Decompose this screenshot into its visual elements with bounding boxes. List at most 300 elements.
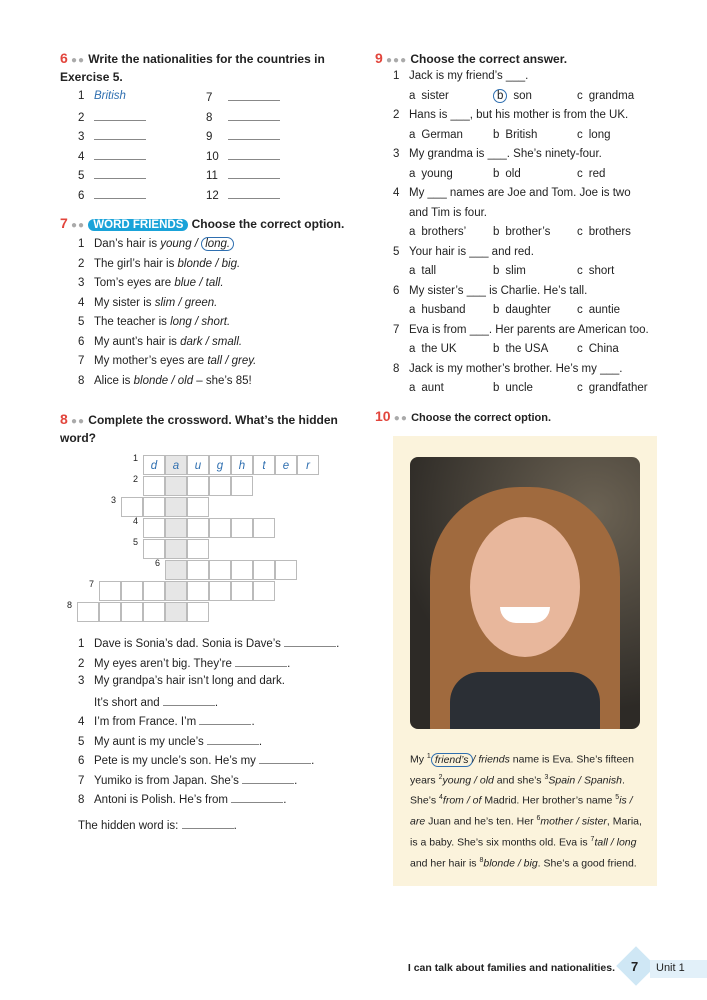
option-text: sister	[421, 89, 449, 102]
options-row	[409, 129, 661, 141]
option-text: husband	[421, 304, 466, 316]
option-choice[interactable]: Spain / Spanish	[548, 774, 622, 787]
crossword-cell[interactable]: t	[253, 455, 275, 475]
option-c[interactable]	[577, 304, 661, 316]
option-choice[interactable]: slim / green.	[154, 296, 218, 309]
list-item	[206, 90, 280, 104]
option-a[interactable]	[409, 129, 493, 141]
option-b[interactable]	[493, 382, 577, 394]
story-text-part: and her hair is	[410, 857, 480, 870]
option-a[interactable]	[409, 226, 493, 238]
answer-blank[interactable]	[94, 168, 146, 179]
item-number: 6	[393, 284, 400, 297]
answer-blank[interactable]	[235, 656, 287, 667]
answer-blank[interactable]	[94, 110, 146, 121]
difficulty-dots: ●●	[393, 413, 408, 424]
options-row	[409, 304, 661, 316]
clue-item	[78, 656, 290, 670]
item-number: 5	[78, 735, 85, 748]
clue-text: My grandpa’s hair isn’t long and dark.	[94, 675, 285, 687]
crossword-cell[interactable]: d	[143, 455, 165, 475]
option-letter: a	[409, 304, 416, 316]
crossword-cell[interactable]: e	[275, 455, 297, 475]
sentence-start: My sister is	[94, 296, 155, 309]
crossword-cell[interactable]	[143, 497, 165, 517]
list-item	[78, 149, 146, 163]
story-text	[410, 748, 650, 872]
list-item	[78, 90, 126, 102]
exercise-number: 6	[60, 50, 68, 66]
exercise-8-header	[60, 411, 352, 447]
crossword-cell[interactable]	[231, 476, 253, 496]
option-letter: a	[409, 128, 416, 141]
option-a[interactable]	[409, 382, 493, 394]
crossword-cell[interactable]	[253, 518, 275, 538]
option-choice[interactable]: long / short.	[170, 316, 231, 328]
story-text-part: . She’s	[410, 774, 625, 807]
option-text: aunt	[421, 382, 444, 394]
difficulty-dots: ●●	[71, 416, 86, 427]
exercise-number: 9	[375, 50, 383, 66]
option-text: brothers	[588, 226, 631, 238]
option-choice[interactable]: from / of	[442, 794, 482, 807]
list-item	[78, 258, 240, 270]
question-text: My grandma is ___. She’s ninety-four.	[409, 148, 602, 160]
hidden-word-cell[interactable]	[165, 518, 187, 538]
option-choice[interactable]: young /	[160, 238, 202, 250]
option-letter: b	[493, 167, 500, 180]
option-letter: b	[493, 89, 507, 103]
item-number: 5	[393, 245, 400, 258]
option-letter: c	[577, 226, 583, 238]
clue-text: Antoni is Polish. He’s from	[94, 794, 229, 806]
crossword-cell[interactable]: r	[297, 455, 319, 475]
sentence-start: My aunt’s hair is	[94, 335, 181, 348]
option-text: grandma	[588, 89, 635, 102]
option-c[interactable]	[577, 265, 661, 277]
answer-blank[interactable]	[228, 129, 280, 140]
punct: .	[336, 638, 340, 650]
option-b[interactable]	[493, 168, 577, 180]
option-text: short	[588, 265, 615, 277]
option-text: China	[588, 343, 619, 355]
list-item	[78, 277, 224, 289]
crossword-cell[interactable]	[187, 602, 209, 622]
option-letter: a	[409, 226, 416, 238]
option-text: son	[513, 89, 532, 102]
question-text: Hans is ___, but his mother is from the UK.	[409, 109, 629, 121]
item-number: 1	[78, 238, 85, 250]
option-letter: a	[409, 382, 416, 394]
story-text-part: My	[410, 753, 427, 766]
question	[393, 363, 622, 375]
item-number: 11	[206, 170, 218, 182]
list-item	[78, 355, 256, 367]
sentence-start: My mother’s eyes are	[94, 355, 208, 367]
option-b[interactable]	[493, 129, 577, 141]
item-number: 6	[78, 335, 85, 348]
crossword-cell[interactable]	[209, 476, 231, 496]
option-c[interactable]	[577, 90, 661, 102]
story-text-part: name is Eva. She’s fifteen years	[410, 753, 634, 787]
hidden-word-cell[interactable]	[165, 497, 187, 517]
item-number: 7	[78, 774, 85, 787]
item-number: 1	[78, 638, 85, 650]
option-choice[interactable]: blue / tall.	[174, 277, 224, 289]
item-number: 10	[206, 150, 219, 163]
clue-item	[78, 792, 286, 806]
punct: .	[311, 755, 315, 767]
item-number: 8	[78, 794, 85, 806]
gap-number: 2	[438, 773, 443, 781]
item-number: 5	[78, 316, 85, 328]
exercise-6-list	[78, 90, 352, 207]
clue-item	[78, 734, 262, 748]
option-text: British	[505, 128, 538, 141]
gap-number: 5	[615, 794, 620, 802]
crossword-cell[interactable]	[187, 518, 209, 538]
question	[393, 246, 534, 258]
clue-text: Yumiko is from Japan. She’s	[94, 774, 239, 787]
gap-number: 8	[479, 856, 484, 864]
item-number: 6	[78, 189, 85, 202]
option-text: the USA	[505, 343, 549, 355]
crossword-cell[interactable]: g	[209, 455, 231, 475]
punct: .	[287, 657, 291, 670]
item-number: 2	[78, 111, 85, 124]
option-c[interactable]	[577, 168, 661, 180]
hidden-word-label: The hidden word is:	[78, 820, 179, 832]
answer-blank[interactable]	[284, 636, 336, 647]
hidden-word-blank[interactable]	[182, 818, 234, 829]
option-text: uncle	[505, 382, 533, 394]
option-choice[interactable]: blonde / old	[133, 374, 194, 387]
story-text-part: , Maria, is a baby. She’s six months old. Eva is	[410, 815, 642, 849]
option-choice[interactable]: tall / long	[594, 836, 637, 849]
crossword-cell[interactable]	[143, 602, 165, 622]
list-item	[78, 316, 230, 328]
clue-item	[78, 773, 297, 787]
answer-blank[interactable]	[207, 734, 259, 745]
item-number: 6	[78, 755, 85, 767]
option-a[interactable]	[409, 90, 493, 102]
item-number: 4	[393, 187, 400, 199]
hidden-word-cell[interactable]	[165, 581, 187, 601]
option-choice[interactable]: dark / small.	[180, 335, 243, 348]
answer-blank[interactable]	[259, 753, 311, 764]
answer-blank[interactable]	[94, 188, 146, 199]
question	[393, 324, 649, 336]
story-text-part: and she’s	[493, 774, 545, 787]
option-b[interactable]	[493, 304, 577, 316]
punct: .	[283, 794, 287, 806]
exercise-10-header	[375, 408, 551, 424]
option-choice[interactable]: mother / sister	[540, 815, 607, 828]
crossword-cell[interactable]	[209, 518, 231, 538]
item-number: 8	[206, 111, 213, 124]
crossword-cell[interactable]	[253, 560, 275, 580]
option-text: red	[588, 167, 606, 180]
instruction: Complete the crossword. What’s the hidden word?	[60, 413, 338, 445]
clue-text: It’s short and	[94, 696, 160, 709]
item-number: 2	[78, 257, 85, 270]
answer-blank[interactable]	[231, 792, 283, 803]
answer-blank[interactable]	[228, 90, 280, 101]
exercise-6-header	[60, 50, 352, 86]
option-choice[interactable]: is / are	[410, 794, 633, 828]
gap-number: 3	[544, 773, 549, 781]
item-number: 9	[206, 131, 213, 143]
option-choice[interactable]: blonde / big.	[177, 257, 241, 270]
sentence-start: Tom’s eyes are	[94, 277, 175, 289]
crossword-cell[interactable]	[231, 560, 253, 580]
crossword-cell[interactable]	[275, 560, 297, 580]
exercise-7-list	[78, 238, 352, 394]
question-text: Eva is from ___. Her parents are American too.	[409, 323, 649, 336]
instruction: Choose the correct option.	[411, 412, 552, 424]
question	[393, 70, 528, 82]
option-text: brother’s	[505, 226, 551, 238]
options-row	[409, 343, 661, 355]
clue-number: 2	[133, 474, 139, 484]
clue-number: 5	[133, 537, 139, 547]
option-b[interactable]	[493, 343, 577, 355]
clue-number: 6	[155, 558, 161, 568]
clue-number: 7	[89, 579, 95, 589]
crossword-cell[interactable]	[121, 497, 143, 517]
option-choice[interactable]: young / old	[442, 774, 494, 787]
coat	[450, 672, 600, 729]
crossword-cell[interactable]	[143, 518, 165, 538]
list-item	[206, 129, 280, 143]
option-letter: c	[577, 265, 583, 277]
list-item	[206, 168, 280, 182]
exercise-number: 8	[60, 411, 68, 427]
crossword-cell[interactable]	[209, 560, 231, 580]
clue-text: I’m from France. I’m	[94, 716, 197, 728]
item-number: 4	[78, 716, 85, 728]
crossword-cell[interactable]	[187, 476, 209, 496]
option-a[interactable]	[409, 304, 493, 316]
option-choice[interactable]: friend’s	[431, 753, 473, 767]
crossword-cell[interactable]	[231, 518, 253, 538]
item-number: 1	[78, 90, 85, 102]
crossword-cell[interactable]	[231, 581, 253, 601]
list-item	[206, 188, 280, 202]
option-choice[interactable]: tall / grey.	[207, 355, 257, 367]
option-letter: c	[577, 343, 583, 355]
footer-can-do: I can talk about families and nationalities.	[407, 962, 615, 974]
option-b[interactable]	[493, 226, 577, 238]
left-column-top	[60, 50, 352, 394]
option-choice[interactable]: / friends	[472, 753, 510, 766]
girl-photo	[410, 457, 640, 729]
clue-text: Pete is my uncle’s son. He’s my	[94, 755, 256, 767]
clue-item	[78, 753, 314, 767]
item-number: 2	[393, 109, 400, 121]
options-row	[409, 382, 661, 394]
crossword-cell[interactable]	[121, 581, 143, 601]
story-text-part: Juan and he’s ten. Her	[425, 815, 537, 828]
crossword-cell[interactable]	[143, 476, 165, 496]
list-item	[78, 110, 146, 124]
word-friends-badge: WORD FRIENDS	[88, 219, 188, 231]
crossword-cell[interactable]	[187, 560, 209, 580]
answer-blank[interactable]	[228, 188, 280, 199]
answer-text: British	[94, 90, 126, 102]
question	[393, 285, 587, 297]
instruction: Choose the correct option.	[191, 217, 345, 231]
sentence-start: The teacher is	[94, 316, 171, 328]
option-a[interactable]	[409, 343, 493, 355]
item-number: 3	[78, 131, 85, 143]
item-number: 5	[78, 170, 85, 182]
option-letter: a	[409, 89, 416, 102]
selected-option[interactable]: long.	[201, 237, 234, 251]
option-c[interactable]	[577, 226, 661, 238]
list-item	[78, 336, 242, 348]
clue-text: My aunt is my uncle’s	[94, 735, 204, 748]
answer-blank[interactable]	[94, 149, 146, 160]
crossword-cell[interactable]	[187, 581, 209, 601]
difficulty-dots: ●●	[71, 55, 86, 66]
answer-blank[interactable]	[242, 773, 294, 784]
story-text-part: . She’s a good friend.	[537, 857, 637, 870]
answer-blank[interactable]	[228, 110, 280, 121]
clue-text: Dave is Sonia’s dad. Sonia is Dave’s	[94, 638, 281, 650]
clue-number: 1	[133, 453, 139, 463]
question-text: and Tim is four.	[409, 206, 487, 219]
option-c[interactable]	[577, 129, 661, 141]
crossword-cell[interactable]	[209, 581, 231, 601]
question	[393, 148, 602, 160]
option-text: brothers’	[421, 226, 467, 238]
item-number: 1	[393, 70, 400, 82]
option-letter: b	[493, 265, 500, 277]
item-number: 7	[393, 323, 400, 336]
option-text: German	[421, 128, 463, 141]
hidden-word-cell[interactable]	[165, 539, 187, 559]
gap-number: 1	[426, 753, 431, 760]
crossword-cell[interactable]	[121, 602, 143, 622]
option-b[interactable]	[493, 90, 577, 102]
item-number: 4	[78, 296, 85, 309]
option-letter: c	[577, 128, 583, 141]
crossword-cell[interactable]	[143, 581, 165, 601]
gap-number: 7	[590, 835, 595, 843]
hidden-word-cell[interactable]	[165, 560, 187, 580]
option-text: the UK	[421, 343, 457, 355]
sentence-start: Dan’s hair is	[94, 238, 161, 250]
answer-blank[interactable]	[163, 695, 215, 706]
crossword-cell[interactable]	[187, 539, 209, 559]
crossword-cell[interactable]	[99, 581, 121, 601]
option-letter: c	[577, 167, 583, 180]
hidden-word-line: The hidden word is: .	[78, 820, 237, 832]
question-text: My ___ names are Joe and Tom. Joe is two	[409, 187, 631, 199]
punct: .	[258, 735, 263, 748]
question	[393, 109, 628, 121]
crossword-cell[interactable]	[187, 497, 209, 517]
crossword-cell[interactable]	[253, 581, 275, 601]
option-a[interactable]	[409, 265, 493, 277]
crossword-cell[interactable]	[143, 539, 165, 559]
options-row	[409, 90, 661, 102]
list-item	[206, 149, 280, 163]
list-item	[78, 297, 217, 309]
answer-blank[interactable]	[199, 714, 251, 725]
item-number: 12	[206, 189, 219, 202]
option-letter: b	[493, 304, 500, 316]
instruction: Write the nationalities for the countries in Exercise 5.	[60, 52, 325, 84]
option-c[interactable]	[577, 343, 661, 355]
item-number: 3	[393, 148, 400, 160]
option-letter: b	[493, 226, 500, 238]
punct: .	[214, 696, 219, 709]
hidden-word-cell[interactable]	[165, 602, 187, 622]
face	[470, 517, 580, 657]
difficulty-dots: ●●●	[386, 55, 408, 66]
clue-number: 8	[67, 600, 73, 610]
exercise-9-header	[375, 50, 665, 66]
answer-blank[interactable]	[228, 149, 280, 160]
answer-blank[interactable]	[228, 168, 280, 179]
question-text: Jack is my mother’s brother. He’s my ___.	[409, 362, 623, 375]
story-text-part: Madrid. Her brother’s name	[481, 794, 616, 807]
item-number: 4	[78, 150, 85, 163]
list-item	[78, 129, 146, 143]
option-a[interactable]	[409, 168, 493, 180]
option-choice[interactable]: blonde / big	[483, 857, 538, 870]
option-text: slim	[505, 265, 526, 277]
option-text: old	[505, 167, 521, 180]
option-letter: b	[493, 343, 500, 355]
item-number: 8	[78, 374, 85, 387]
crossword-cell[interactable]: u	[187, 455, 209, 475]
item-number: 3	[78, 277, 85, 289]
options-row	[409, 265, 661, 277]
question-cont	[409, 207, 487, 219]
option-b[interactable]	[493, 265, 577, 277]
list-item	[78, 375, 252, 387]
sentence-start: The girl’s hair is	[94, 257, 178, 270]
difficulty-dots: ●●	[71, 220, 86, 231]
option-letter: a	[409, 265, 416, 277]
question-text: Jack is my friend’s ___.	[409, 70, 529, 82]
options-row	[409, 168, 661, 180]
option-c[interactable]	[577, 382, 661, 394]
option-letter: b	[493, 128, 500, 141]
gap-number: 4	[439, 794, 443, 802]
options-row	[409, 226, 661, 238]
page-number: 7	[631, 959, 639, 974]
option-text: long	[588, 128, 611, 141]
crossword-cell[interactable]	[77, 602, 99, 622]
list-item	[78, 168, 146, 182]
option-letter: c	[577, 382, 583, 394]
option-text: auntie	[588, 304, 621, 316]
item-number: 8	[393, 362, 400, 375]
question	[393, 187, 631, 199]
hidden-word-cell[interactable]	[165, 476, 187, 496]
clue-item	[78, 636, 339, 650]
crossword-cell[interactable]: h	[231, 455, 253, 475]
instruction: Choose the correct answer.	[410, 52, 568, 66]
hidden-word-cell[interactable]: a	[165, 455, 187, 475]
answer-blank[interactable]	[94, 129, 146, 140]
sentence-end: – she’s 85!	[193, 374, 252, 387]
crossword-cell[interactable]	[99, 602, 121, 622]
